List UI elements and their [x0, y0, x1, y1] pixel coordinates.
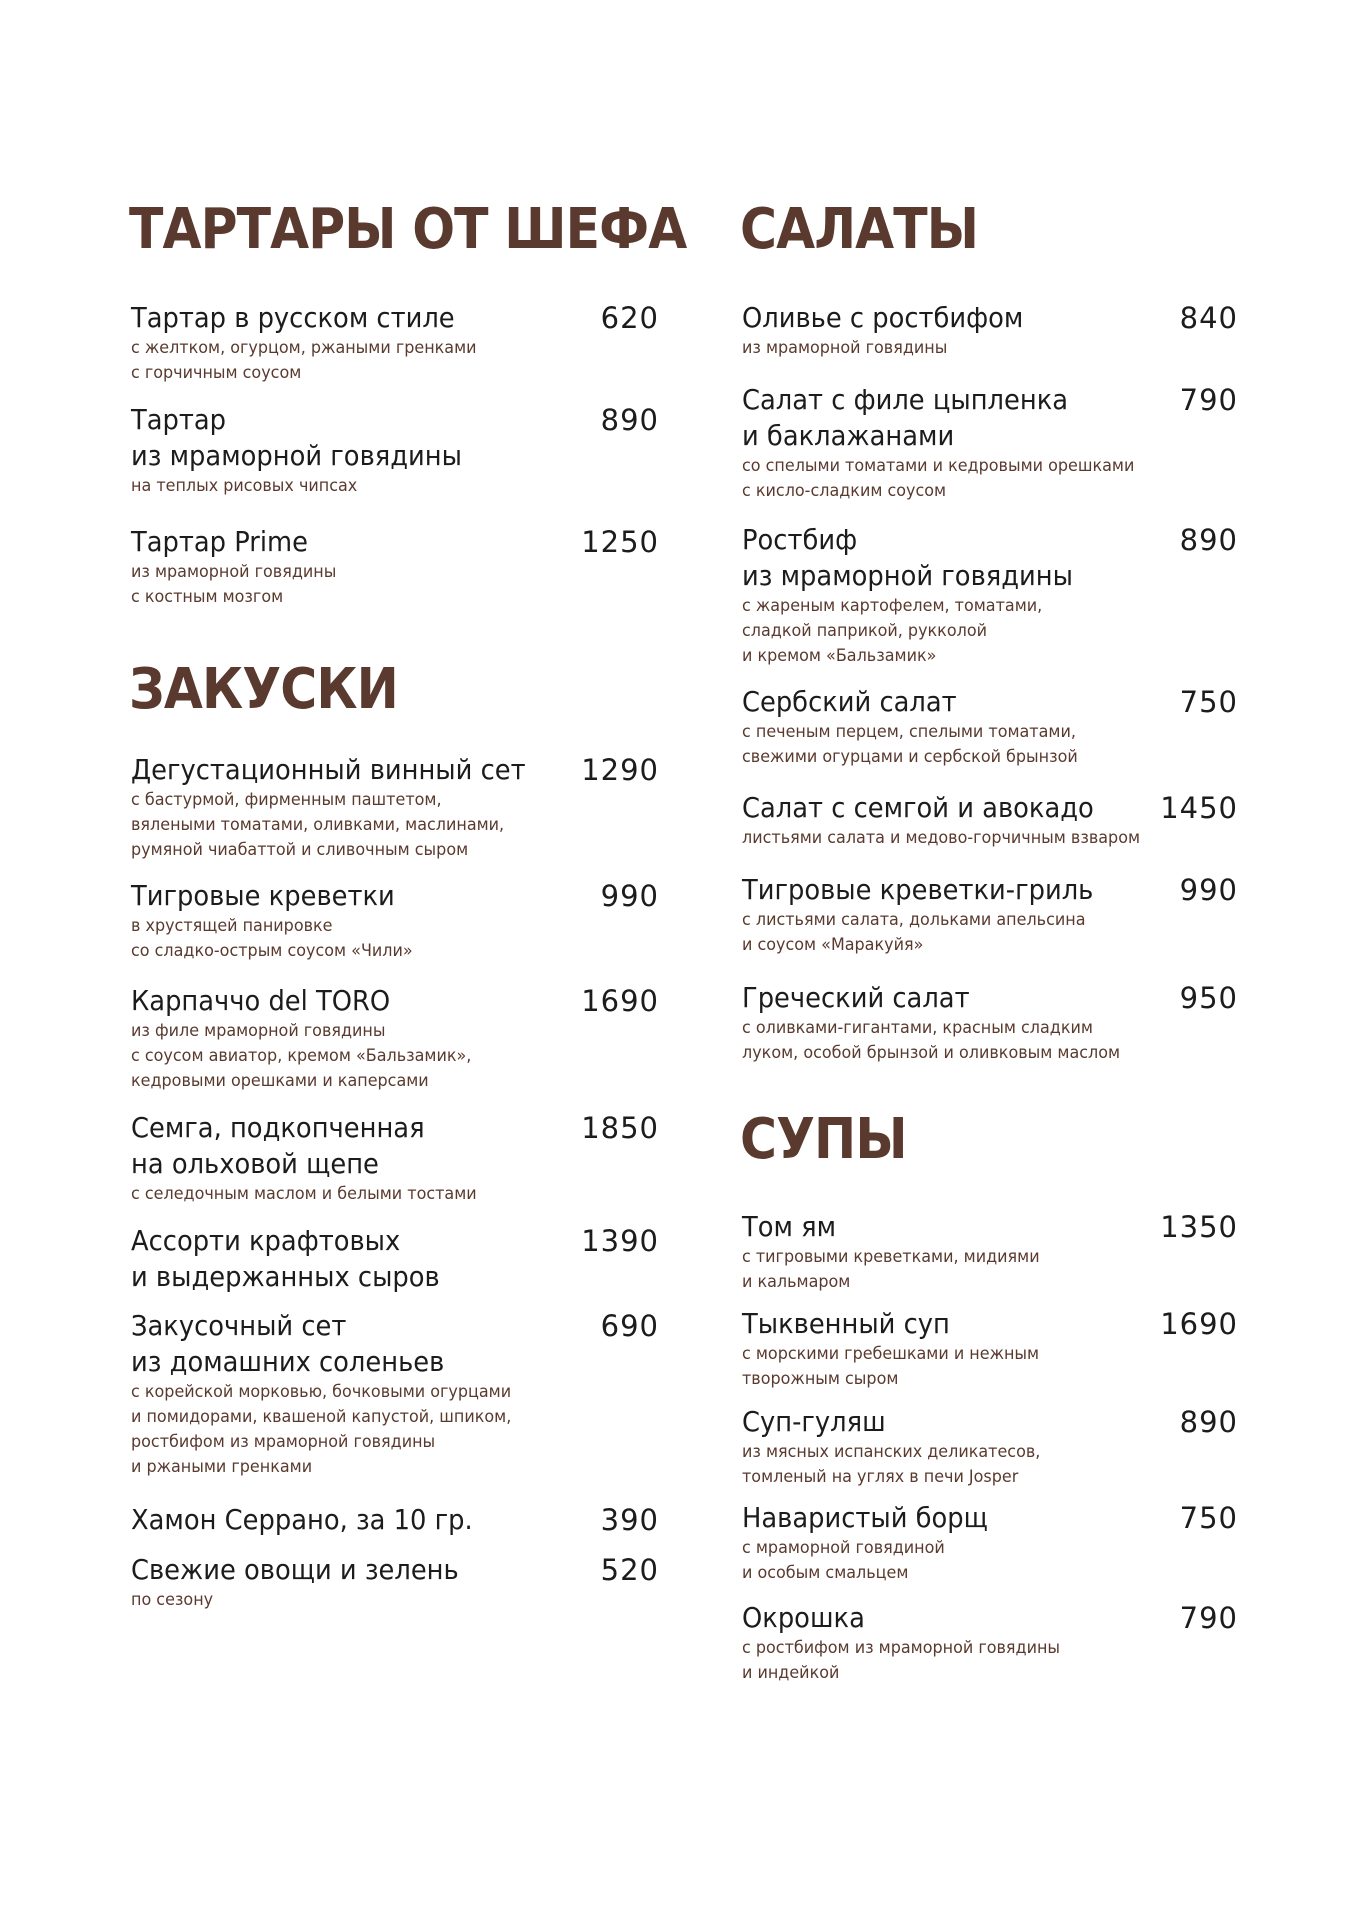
menu-item-price: 750: [1179, 1501, 1238, 1535]
menu-item-description: из мраморной говядины: [742, 338, 948, 358]
menu-item-price: 790: [1179, 1601, 1238, 1635]
menu-item-name: Закусочный сет из домашних соленьев: [131, 1309, 445, 1378]
menu-item: [742, 1500, 1238, 1586]
menu-item-name: Карпаччо del TORO: [131, 984, 391, 1017]
menu-item: [131, 1502, 659, 1538]
menu-item-name: Тигровые креветки: [131, 879, 395, 912]
menu-item-name: Тигровые креветки-гриль: [742, 873, 1094, 906]
menu-item-price: 1690: [1160, 1307, 1238, 1341]
menu-item: [131, 1110, 659, 1207]
menu-item: [131, 878, 659, 964]
menu-item: [131, 1223, 659, 1295]
menu-item-description: из мясных испанских деликатесов, томленый на углях в печи Josper: [742, 1442, 1041, 1487]
menu-item-price: 1290: [581, 753, 659, 787]
menu-item: [742, 684, 1238, 770]
menu-item-name: Ростбиф из мраморной говядины: [742, 523, 1073, 592]
menu-item-name: Суп-гуляш: [742, 1405, 886, 1438]
menu-item-price: 1450: [1160, 791, 1238, 825]
menu-item: [742, 1600, 1238, 1686]
menu-item: [742, 872, 1238, 958]
menu-item-description: с корейской морковью, бочковыми огурцами и помидорами, квашеной капустой, шпиком, ростбифом из мраморной говядины и ржаными гренками: [131, 1382, 512, 1477]
menu-item-price: 520: [600, 1553, 659, 1587]
menu-item-name: Наваристый борщ: [742, 1501, 988, 1534]
menu-item-name: Салат с филе цыпленка и баклажанами: [742, 383, 1069, 452]
menu-item: [131, 300, 659, 386]
menu-item-name: Оливье с ростбифом: [742, 301, 1024, 334]
menu-item-description: с тигровыми креветками, мидиями и кальмаром: [742, 1247, 1040, 1292]
menu-item-description: с листьями салата, дольками апельсина и соусом «Маракуйя»: [742, 910, 1086, 955]
menu-item-price: 990: [600, 879, 659, 913]
menu-item: [131, 1552, 659, 1613]
menu-item-description: с ростбифом из мраморной говядины и индейкой: [742, 1638, 1061, 1683]
menu-item-price: 620: [600, 301, 659, 335]
menu-item-description: с морскими гребешками и нежным творожным сыром: [742, 1344, 1040, 1389]
menu-item-price: 890: [1179, 1405, 1238, 1439]
menu-item-description: с желтком, огурцом, ржаными гренками с горчичным соусом: [131, 338, 477, 383]
menu-item-price: 890: [600, 403, 659, 437]
menu-item-name: Тартар в русском стиле: [131, 301, 455, 334]
menu-item-description: с оливками-гигантами, красным сладким луком, особой брынзой и оливковым маслом: [742, 1018, 1121, 1063]
menu-item: [131, 1308, 659, 1480]
menu-item-price: 950: [1179, 981, 1238, 1015]
menu-item-name: Семга, подкопченная на ольховой щепе: [131, 1111, 425, 1180]
menu-item: [742, 1404, 1238, 1490]
menu-item-description: с жареным картофелем, томатами, сладкой паприкой, рукколой и кремом «Бальзамик»: [742, 596, 1043, 666]
menu-item-name: Окрошка: [742, 1601, 865, 1634]
menu-item: [742, 522, 1238, 669]
menu-item: [742, 300, 1238, 361]
menu-item-price: 790: [1179, 383, 1238, 417]
menu-item: [742, 382, 1238, 504]
section-title: САЛАТЫ: [740, 197, 979, 262]
menu-item-description: со спелыми томатами и кедровыми орешками с кисло-сладким соусом: [742, 456, 1135, 501]
menu-item-price: 840: [1179, 301, 1238, 335]
menu-item-price: 1250: [581, 525, 659, 559]
menu-item-description: в хрустящей панировке со сладко-острым соусом «Чили»: [131, 916, 413, 961]
menu-item-name: Том ям: [742, 1210, 837, 1243]
menu-item-price: 1690: [581, 984, 659, 1018]
menu-item-description: на теплых рисовых чипсах: [131, 476, 358, 496]
menu-item-price: 1850: [581, 1111, 659, 1145]
menu-item-price: 990: [1179, 873, 1238, 907]
menu-item: [131, 752, 659, 863]
menu-item-description: с бастурмой, фирменным паштетом, вялеными томатами, оливками, маслинами, румяной чиабаттой и сливочным сыром: [131, 790, 505, 860]
menu-item: [742, 790, 1238, 851]
menu-item-price: 1390: [581, 1224, 659, 1258]
menu-item-description: с мраморной говядиной и особым смальцем: [742, 1538, 945, 1583]
menu-item-price: 890: [1179, 523, 1238, 557]
section-title: СУПЫ: [740, 1107, 907, 1172]
menu-item-name: Салат с семгой и авокадо: [742, 791, 1094, 824]
menu-item: [131, 402, 659, 499]
menu-item-description: по сезону: [131, 1590, 214, 1610]
menu-item: [742, 980, 1238, 1066]
menu-item-price: 390: [600, 1503, 659, 1537]
menu-item-name: Тартар из мраморной говядины: [131, 403, 462, 472]
section-title: ТАРТАРЫ ОТ ШЕФА: [129, 197, 687, 262]
menu-item: [742, 1209, 1238, 1295]
menu-item-name: Греческий салат: [742, 981, 970, 1014]
menu-item: [742, 1306, 1238, 1392]
menu-item-description: из мраморной говядины с костным мозгом: [131, 562, 337, 607]
menu-item: [131, 524, 659, 610]
menu-item-name: Дегустационный винный сет: [131, 753, 526, 786]
menu-item-price: 690: [600, 1309, 659, 1343]
menu-item-description: листьями салата и медово-горчичным взваром: [742, 828, 1141, 848]
menu-item-description: с печеным перцем, спелыми томатами, свежими огурцами и сербской брынзой: [742, 722, 1078, 767]
menu-item-description: из филе мраморной говядины с соусом авиатор, кремом «Бальзамик», кедровыми орешками и каперсами: [131, 1021, 472, 1091]
menu-item-description: с селедочным маслом и белыми тостами: [131, 1184, 477, 1204]
menu-item-name: Хамон Серрано, за 10 гр.: [131, 1503, 473, 1536]
menu-item-name: Сербский салат: [742, 685, 957, 718]
menu-item-price: 1350: [1160, 1210, 1238, 1244]
menu-item: [131, 983, 659, 1094]
menu-item-price: 750: [1179, 685, 1238, 719]
menu-item-name: Тыквенный суп: [742, 1307, 950, 1340]
menu-item-name: Свежие овощи и зелень: [131, 1553, 459, 1586]
menu-item-name: Тартар Prime: [131, 525, 308, 558]
section-title: ЗАКУСКИ: [129, 657, 398, 722]
menu-item-name: Ассорти крафтовых и выдержанных сыров: [131, 1224, 440, 1293]
